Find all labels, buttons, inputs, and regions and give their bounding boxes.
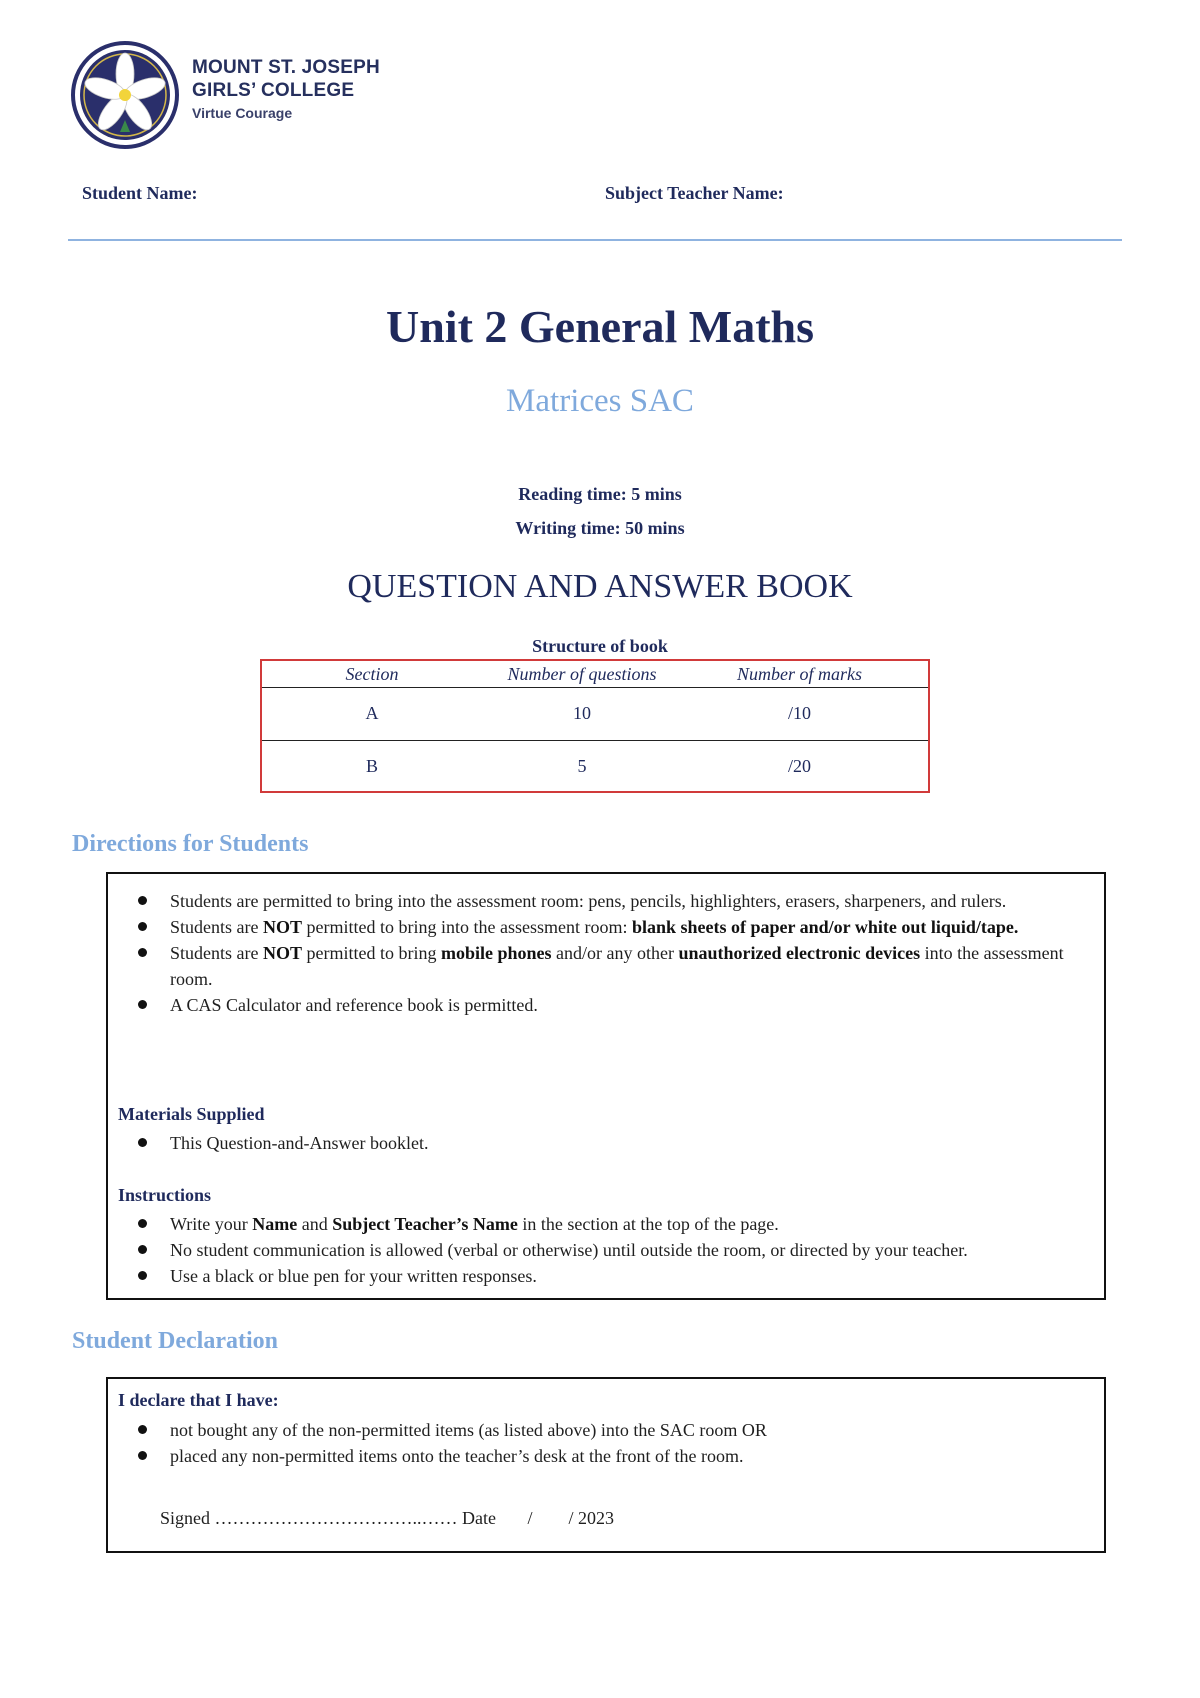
writing-time: Writing time: 50 mins: [515, 518, 685, 538]
school-name-line1: MOUNT ST. JOSEPH: [192, 57, 380, 78]
list-item: Students are NOT permitted to bring mobile phones and/or any other unauthorized electronic devices into the assessment room.: [128, 940, 1084, 992]
list-item: Students are permitted to bring into the assessment room: pens, pencils, highlighters, erasers, sharpeners, and rulers.: [128, 888, 1084, 914]
bullet-icon: [138, 896, 147, 905]
declaration-list: [128, 1417, 1084, 1469]
cell-marks: /10: [787, 703, 811, 723]
teacher-name-label: Subject Teacher Name:: [605, 183, 784, 203]
list-item: Write your Name and Subject Teacher’s Name in the section at the top of the page.: [128, 1211, 1084, 1237]
book-title: QUESTION AND ANSWER BOOK: [347, 568, 853, 605]
page-title: Unit 2 General Maths: [385, 301, 814, 352]
cell-marks: /20: [787, 755, 811, 776]
structure-caption: Structure of book: [532, 636, 668, 656]
bullet-icon: [138, 948, 147, 957]
directions-box: [106, 872, 1106, 1300]
school-logo: [70, 40, 490, 150]
school-name-block: [192, 56, 380, 124]
header-divider: [68, 239, 1122, 241]
instructions-heading: Instructions: [118, 1185, 212, 1205]
bullet-icon: [138, 1451, 147, 1460]
signature-line: Signed ……………………………..…… Date / / 2023: [160, 1508, 614, 1528]
list-item: Students are NOT permitted to bring into the assessment room: blank sheets of paper and/or white out liquid/tape.: [128, 914, 1084, 940]
student-name-label: Student Name:: [82, 183, 198, 203]
declaration-intro: I declare that I have:: [118, 1390, 279, 1410]
reading-time: Reading time: 5 mins: [518, 484, 682, 504]
lily-emblem-icon: [70, 40, 180, 150]
bullet-icon: [138, 1245, 147, 1254]
header-section: Section: [345, 663, 399, 684]
bullet-icon: [138, 1000, 147, 1009]
bullet-icon: [138, 1138, 147, 1147]
materials-heading: Materials Supplied: [118, 1104, 265, 1124]
cell-questions: 10: [573, 703, 591, 723]
directions-heading: Directions for Students: [72, 831, 309, 857]
school-motto: Virtue Courage: [192, 105, 293, 121]
school-name-line2: GIRLS’ COLLEGE: [192, 80, 355, 101]
list-item: placed any non-permitted items onto the teacher’s desk at the front of the room.: [128, 1443, 1084, 1469]
list-item: Use a black or blue pen for your written responses.: [128, 1263, 1084, 1289]
bullet-icon: [138, 1425, 147, 1434]
declaration-box: [106, 1377, 1106, 1553]
list-item: A CAS Calculator and reference book is permitted.: [128, 992, 1084, 1018]
header-marks: Number of marks: [737, 663, 862, 684]
cell-questions: 5: [577, 755, 587, 776]
header-questions: Number of questions: [507, 663, 657, 684]
page-subtitle: Matrices SAC: [506, 383, 694, 419]
table-row: [262, 740, 928, 792]
cell-section: A: [365, 703, 379, 723]
directions-list: [128, 888, 1084, 1018]
instructions-list: [128, 1211, 1084, 1289]
declaration-heading: Student Declaration: [72, 1328, 278, 1354]
materials-list: [128, 1130, 1084, 1156]
list-item: not bought any of the non-permitted items (as listed above) into the SAC room OR: [128, 1417, 1084, 1443]
bullet-icon: [138, 1271, 147, 1280]
list-item: This Question-and-Answer booklet.: [128, 1130, 1084, 1156]
structure-table: [260, 659, 930, 793]
bullet-icon: [138, 1219, 147, 1228]
list-item: No student communication is allowed (verbal or otherwise) until outside the room, or directed by your teacher.: [128, 1237, 1084, 1263]
cell-section: B: [365, 755, 378, 776]
table-row: [262, 687, 928, 741]
bullet-icon: [138, 922, 147, 931]
table-header-row: [262, 661, 928, 688]
